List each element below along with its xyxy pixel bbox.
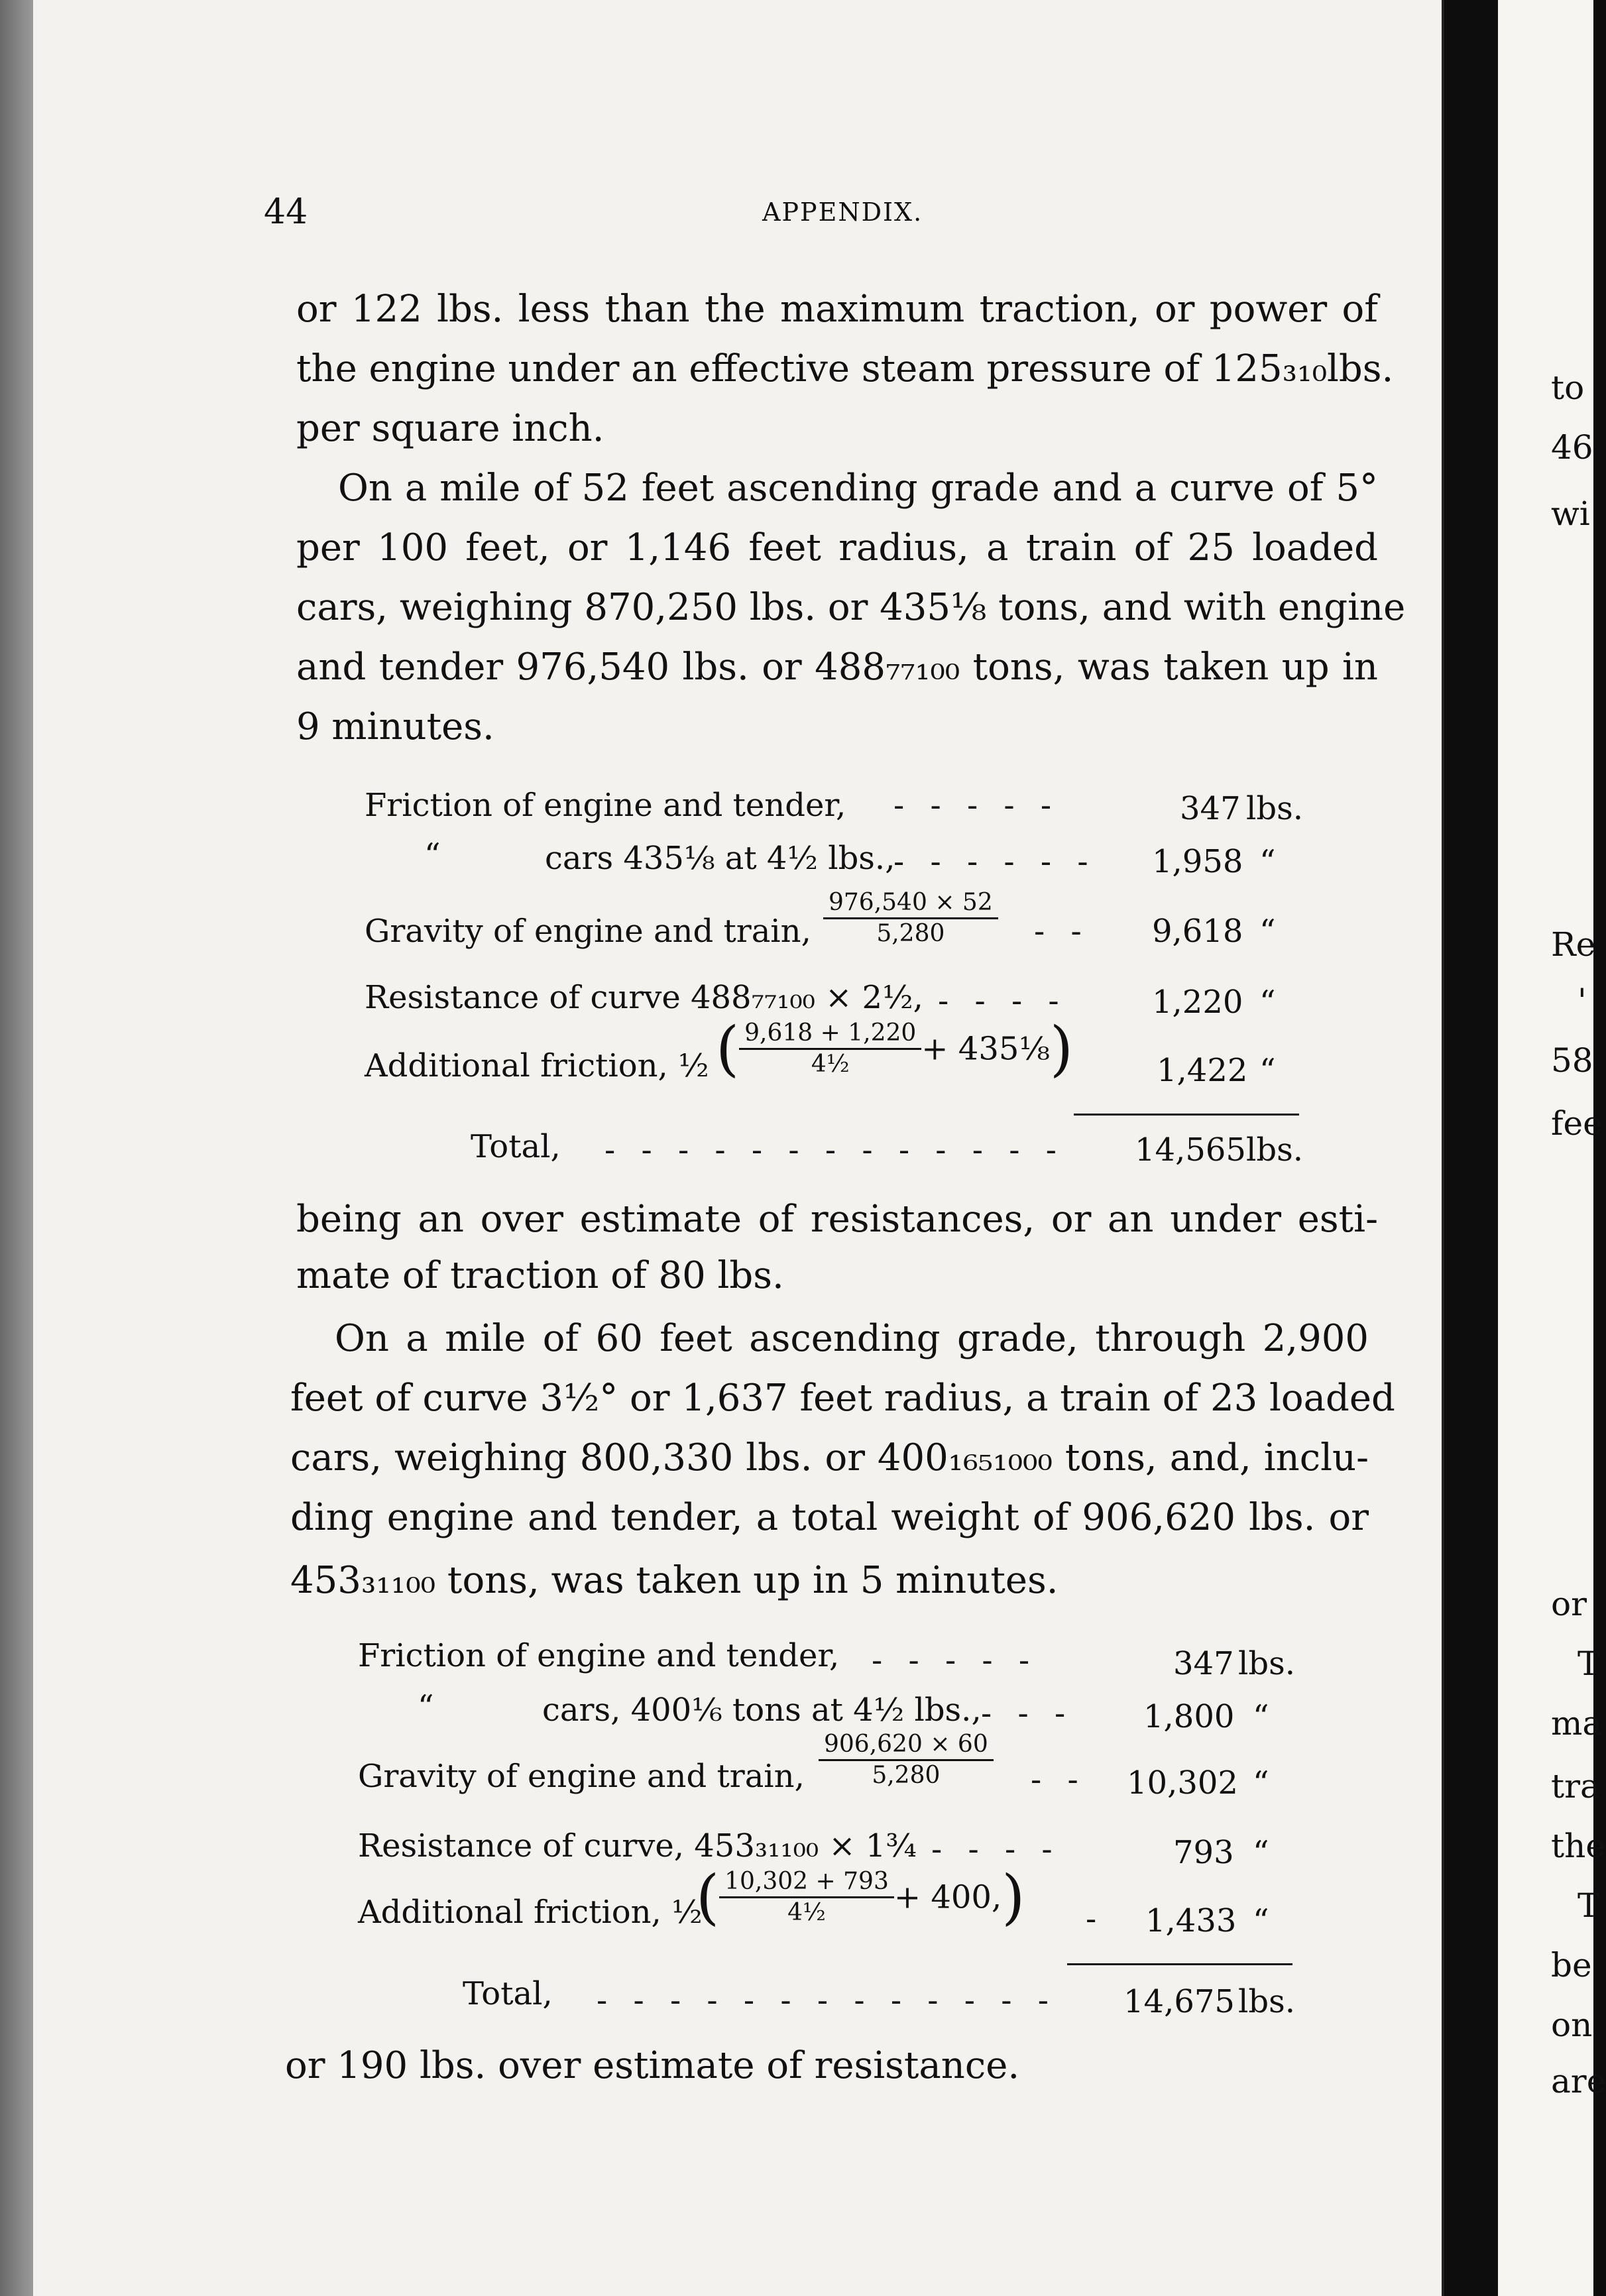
table-row-unit: “	[1253, 1764, 1269, 1802]
table-row-unit: “	[1253, 1698, 1269, 1735]
table-row-unit: “	[1259, 984, 1276, 1021]
text-line: cars, weighing 800,330 lbs. or 400₁₆₅₁₀₀₀ tons, and, inclu-	[290, 1436, 1369, 1479]
leader-dots: - -	[1031, 1761, 1086, 1798]
table-row-unit: “	[1253, 1902, 1269, 1939]
text-line: mate of traction of 80 lbs.	[296, 1254, 784, 1297]
total-label: Total,	[471, 1128, 561, 1165]
facing-page-fragment: on	[1551, 2006, 1593, 2044]
text-line: the engine under an effective steam pressure of 125₃₁₀lbs.	[296, 347, 1394, 390]
table-row-label: cars 435⅛ at 4½ lbs.,	[545, 840, 895, 877]
table-row-unit: “	[1259, 1052, 1276, 1089]
fraction-denominator: 5,280	[872, 1762, 941, 1789]
leader-dots: - - - - - - - - - - - - -	[604, 1131, 1064, 1169]
table-row-label: Additional friction, ½	[365, 1047, 709, 1084]
text-line: On a mile of 60 feet ascending grade, through 2,900	[335, 1317, 1369, 1360]
leader-dots: - - - - -	[893, 787, 1060, 824]
fraction-numerator: 976,540 × 52	[823, 888, 998, 919]
facing-page-fragment: tra	[1551, 1767, 1600, 1806]
facing-page-edge	[1498, 0, 1606, 2296]
text-line: per square inch.	[296, 407, 604, 450]
table-row-value: 347	[1180, 790, 1241, 827]
facing-page-fragment: T	[1577, 1644, 1600, 1683]
page-number: 44	[264, 192, 308, 232]
table-row-unit: “	[1259, 843, 1276, 880]
table-row-label: Gravity of engine and train,	[365, 913, 811, 950]
table-row-label: Friction of engine and tender,	[365, 787, 846, 824]
leader-dots: - -	[1034, 913, 1090, 950]
expression-tail: + 400,	[893, 1878, 1002, 1916]
text-line: or 190 lbs. over estimate of resistance.	[285, 2044, 1020, 2087]
fraction	[823, 888, 998, 948]
running-head: APPENDIX.	[762, 198, 923, 227]
total-value: 14,565	[1135, 1131, 1246, 1169]
sum-rule	[1067, 1963, 1292, 1965]
facing-page-fragment: be	[1551, 1946, 1592, 1984]
text-line: and tender 976,540 lbs. or 488₇₇₁₀₀ tons, was taken up in	[296, 646, 1378, 689]
table-row-unit: lbs.	[1246, 790, 1303, 827]
total-label: Total,	[463, 1975, 553, 2012]
table-row-value: 10,302	[1127, 1764, 1238, 1802]
table-row-value: 1,422	[1157, 1052, 1248, 1089]
table-row-value: 1,958	[1152, 843, 1243, 880]
fraction-denominator: 4½	[811, 1051, 850, 1078]
bracketed-expression: ( $\frac{10,302 + 793}{\text{4½}}$ + 400,)	[696, 1863, 1025, 1932]
facing-page-fragment: '	[1577, 982, 1587, 1020]
expression-tail: + 435⅛	[921, 1030, 1050, 1068]
text-line: per 100 feet, or 1,146 feet radius, a train of 25 loaded	[296, 526, 1378, 569]
sum-rule	[1074, 1114, 1299, 1116]
text-line: or 122 lbs. less than the maximum traction, or power of	[296, 288, 1378, 331]
facing-page-fragment: 58	[1551, 1041, 1593, 1080]
table-row-value: 9,618	[1152, 913, 1243, 950]
table-row-unit: “	[1259, 913, 1276, 950]
facing-page-fragment: ma	[1551, 1704, 1603, 1743]
table-row-label: Resistance of curve 488₇₇₁₀₀ × 2½,	[365, 979, 923, 1016]
leader-dots: - - - - -	[872, 1642, 1038, 1679]
table-row-value: 347	[1173, 1645, 1234, 1682]
table-row-label: Gravity of engine and train,	[358, 1758, 805, 1795]
text-line: ding engine and tender, a total weight of 906,620 lbs. or	[290, 1496, 1369, 1539]
facing-page-fragment: to	[1551, 369, 1585, 407]
text-line: cars, weighing 870,250 lbs. or 435⅛ tons, and with engine	[296, 586, 1406, 629]
table-row-label: cars, 400⅙ tons at 4½ lbs.,	[542, 1692, 982, 1729]
facing-page-fragment: T	[1577, 1886, 1600, 1925]
facing-page-fragment: the	[1551, 1827, 1605, 1865]
total-unit: lbs.	[1246, 1131, 1303, 1169]
leader-dots: - - -	[981, 1695, 1074, 1732]
table-row-value: 1,433	[1145, 1902, 1237, 1939]
ditto-mark: “	[418, 1688, 434, 1725]
table-row-label: Additional friction, ½	[358, 1894, 703, 1931]
text-line: being an over estimate of resistances, or an under esti-	[296, 1198, 1378, 1241]
fraction-numerator: 906,620 × 60	[819, 1730, 994, 1761]
facing-page-fragment: fee	[1551, 1104, 1603, 1143]
facing-page-fragment: Re	[1551, 925, 1596, 964]
leader-dots: - - - -	[931, 1831, 1061, 1868]
table-row-unit: “	[1253, 1834, 1269, 1871]
fraction-numerator: 9,618 + 1,220	[739, 1019, 921, 1050]
leader-dots: - - - - - - - - - - - - -	[597, 1982, 1057, 2019]
facing-page-fragment: 46	[1551, 428, 1593, 467]
table-row-value: 1,220	[1152, 984, 1243, 1021]
bracketed-expression: ( $\frac{9,618 + 1,220}{\text{4½}}$ + 435⅛)	[716, 1014, 1074, 1084]
leader-dots: - - - - - -	[893, 843, 1096, 880]
fraction-denominator: 5,280	[876, 920, 945, 947]
table-row-value: 1,800	[1143, 1698, 1235, 1735]
total-value: 14,675	[1123, 1983, 1235, 2020]
table-row-label: Resistance of curve, 453₃₁₁₀₀ × 1¾	[358, 1827, 917, 1865]
ditto-mark: “	[424, 836, 441, 874]
total-unit: lbs.	[1238, 1983, 1295, 2020]
text-line: 9 minutes.	[296, 705, 494, 748]
fraction	[819, 1730, 994, 1790]
text-line: On a mile of 52 feet ascending grade and a curve of 5°	[338, 467, 1378, 510]
table-row-value: 793	[1173, 1834, 1234, 1871]
fraction-denominator: 4½	[787, 1899, 826, 1926]
facing-page-fragment: wi	[1551, 494, 1590, 533]
table-row-unit: lbs.	[1238, 1645, 1295, 1682]
text-line: feet of curve 3½° or 1,637 feet radius, a train of 23 loaded	[290, 1377, 1395, 1420]
leader-dots: -	[1086, 1900, 1105, 1937]
table-row-label: Friction of engine and tender,	[358, 1637, 840, 1674]
text-line: 453₃₁₁₀₀ tons, was taken up in 5 minutes.	[290, 1559, 1059, 1602]
facing-page-fragment: or	[1551, 1585, 1587, 1623]
leader-dots: - - - -	[938, 982, 1067, 1019]
facing-page-fragment: are	[1551, 2062, 1606, 2100]
fraction-numerator: 10,302 + 793	[719, 1867, 894, 1898]
